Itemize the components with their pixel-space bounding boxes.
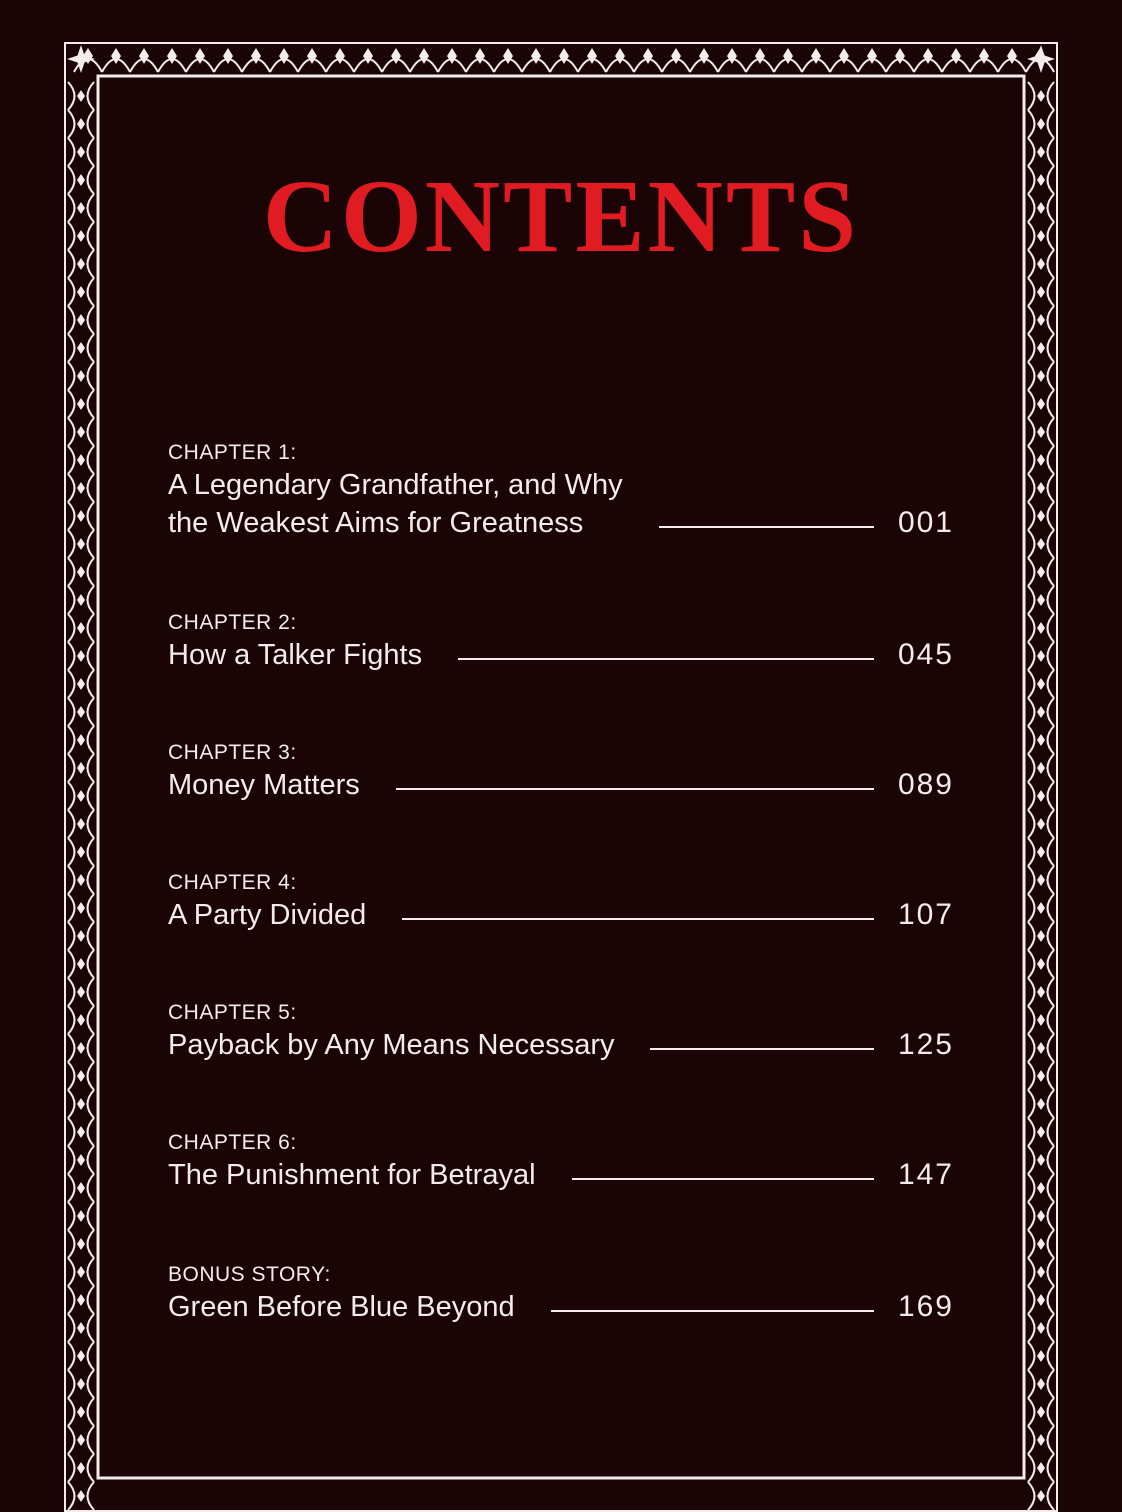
leader-line: [659, 526, 874, 528]
page-number: 045: [897, 638, 954, 671]
chapter-title-line: A Party Divided: [168, 899, 367, 931]
page-number: 169: [897, 1290, 954, 1323]
chapter-title: [168, 896, 366, 934]
chapter-title: [168, 1156, 536, 1194]
leader-line: [650, 1048, 874, 1050]
leader-line: [551, 1310, 874, 1312]
toc-entry[interactable]: [168, 1262, 954, 1326]
chapter-label: CHAPTER 1:: [168, 441, 297, 464]
page-number: 107: [897, 898, 954, 931]
toc-entry[interactable]: [168, 610, 954, 674]
toc-entry[interactable]: [168, 1130, 954, 1194]
toc-entry[interactable]: [168, 740, 954, 804]
leader-line: [402, 918, 874, 920]
chapter-title-line: How a Talker Fights: [168, 639, 423, 671]
chapter-title: [168, 766, 360, 804]
toc-entry[interactable]: [168, 1000, 954, 1064]
leader-line: [458, 658, 874, 660]
chapter-title: [168, 1026, 614, 1064]
toc-entry[interactable]: [168, 870, 954, 934]
chapter-title-line: A Legendary Grandfather, and Why: [168, 469, 623, 501]
chapter-title-line: Payback by Any Means Necessary: [168, 1029, 615, 1061]
leader-line: [396, 788, 874, 790]
chapter-title: [168, 466, 623, 542]
page-number: 125: [897, 1028, 954, 1061]
chapter-label: CHAPTER 4:: [168, 871, 297, 894]
chapter-title: [168, 1288, 515, 1326]
leader-line: [572, 1178, 874, 1180]
chapter-label: CHAPTER 5:: [168, 1001, 297, 1024]
chapter-title-line: The Punishment for Betrayal: [168, 1159, 536, 1191]
chapter-label: CHAPTER 2:: [168, 611, 297, 634]
chapter-title-line: the Weakest Aims for Greatness: [168, 507, 584, 539]
chapter-label: BONUS STORY:: [168, 1263, 331, 1286]
page-number: 001: [897, 506, 954, 539]
page-number: 089: [897, 768, 954, 801]
chapter-title-line: Money Matters: [168, 769, 360, 801]
chapter-title: [168, 636, 422, 674]
toc-entry[interactable]: [168, 440, 954, 542]
page-number: 147: [897, 1158, 954, 1191]
chapter-title-line: Green Before Blue Beyond: [168, 1291, 515, 1323]
chapter-label: CHAPTER 6:: [168, 1131, 297, 1154]
chapter-label: CHAPTER 3:: [168, 741, 297, 764]
page-title: CONTENTS: [262, 159, 860, 274]
